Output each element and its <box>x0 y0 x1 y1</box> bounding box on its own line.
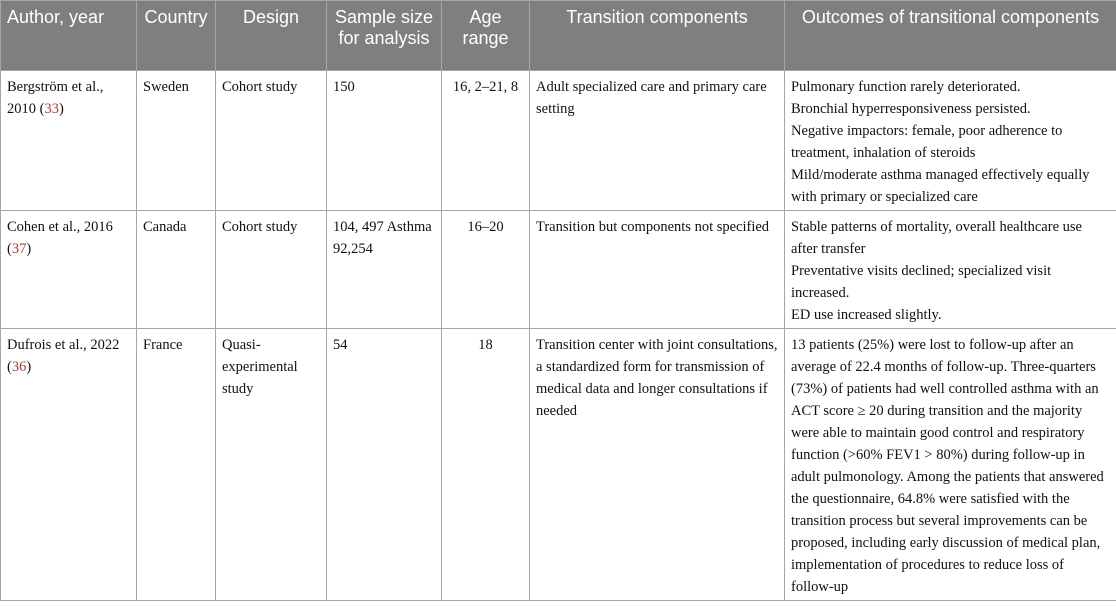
cell-country: Canada <box>137 211 216 329</box>
header-age-range: Age range <box>442 1 530 71</box>
cell-author <box>1 211 137 329</box>
reference-link[interactable]: 36 <box>11 359 27 375</box>
cell-country: Sweden <box>137 71 216 211</box>
ref-open: ( <box>7 359 12 375</box>
header-outcomes: Outcomes of transitional components <box>785 1 1116 71</box>
table-row <box>1 329 1116 601</box>
ref-close: ) <box>26 241 32 257</box>
cell-age-range: 18 <box>442 329 530 601</box>
cell-sample-size: 54 <box>327 329 442 601</box>
cell-sample-size: 150 <box>327 71 442 211</box>
cell-transition-components: Adult specialized care and primary care setting <box>530 71 785 211</box>
outcome-line: Preventative visits declined; specialized visit increased. <box>791 263 1052 301</box>
reference-link[interactable]: 37 <box>11 241 27 257</box>
author-text: Bergström et al., 2010 <box>7 79 104 117</box>
header-country: Country <box>137 1 216 71</box>
cell-outcomes <box>785 211 1116 329</box>
table-row <box>1 71 1116 211</box>
table-header-row <box>1 1 1116 71</box>
cell-age-range: 16, 2–21, 8 <box>442 71 530 211</box>
cell-outcomes <box>785 71 1116 211</box>
reference-link[interactable]: 33 <box>44 101 59 117</box>
ref-open: ( <box>36 101 45 117</box>
cell-country: France <box>137 329 216 601</box>
cell-age-range: 16–20 <box>442 211 530 329</box>
cell-design: Quasi-experimental study <box>216 329 327 601</box>
table-row <box>1 211 1116 329</box>
outcome-line: Pulmonary function rarely deteriorated. <box>791 79 1021 95</box>
cell-transition-components: Transition center with joint consultations, a standardized form for transmission of medical data and longer consultations if needed <box>530 329 785 601</box>
outcome-line: ED use increased slightly. <box>791 307 942 323</box>
outcome-line: Mild/moderate asthma managed effectively equally with primary or specialized care <box>791 167 1090 205</box>
header-design: Design <box>216 1 327 71</box>
cell-author <box>1 329 137 601</box>
cell-author <box>1 71 137 211</box>
outcome-line: Stable patterns of mortality, overall healthcare use after transfer <box>791 219 1082 257</box>
cell-sample-size: 104, 497 Asthma 92,254 <box>327 211 442 329</box>
author-text: Dufrois et al., 2022 <box>7 337 120 353</box>
cell-design: Cohort study <box>216 211 327 329</box>
header-sample-size: Sample size for analysis <box>327 1 442 71</box>
cell-design: Cohort study <box>216 71 327 211</box>
header-author-year: Author, year <box>1 1 137 71</box>
ref-open: ( <box>7 241 12 257</box>
outcome-line: 13 patients (25%) were lost to follow-up after an average of 22.4 months of follow-up. Three-quarters (73%) of patients had well controlled asthma with an ACT score ≥ 20 during transition and the majority were able to maintain good control and respiratory function (>60% FEV1 > 80%) during follow-up in adult pulmonology. Among the patients that answered the questionnaire, 64.8% were satisfied with the transition process but several improvements can be proposed, including early discussion of medical plan, implementation of procedures to reduce loss of follow-up <box>791 337 1104 595</box>
author-text: Cohen et al., 2016 <box>7 219 113 235</box>
outcome-line: Negative impactors: female, poor adherence to treatment, inhalation of steroids <box>791 123 1063 161</box>
ref-close: ) <box>26 359 32 375</box>
cell-transition-components: Transition but components not specified <box>530 211 785 329</box>
outcome-line: Bronchial hyperresponsiveness persisted. <box>791 101 1031 117</box>
header-transition-components: Transition components <box>530 1 785 71</box>
cell-outcomes <box>785 329 1116 601</box>
ref-close: ) <box>58 101 64 117</box>
